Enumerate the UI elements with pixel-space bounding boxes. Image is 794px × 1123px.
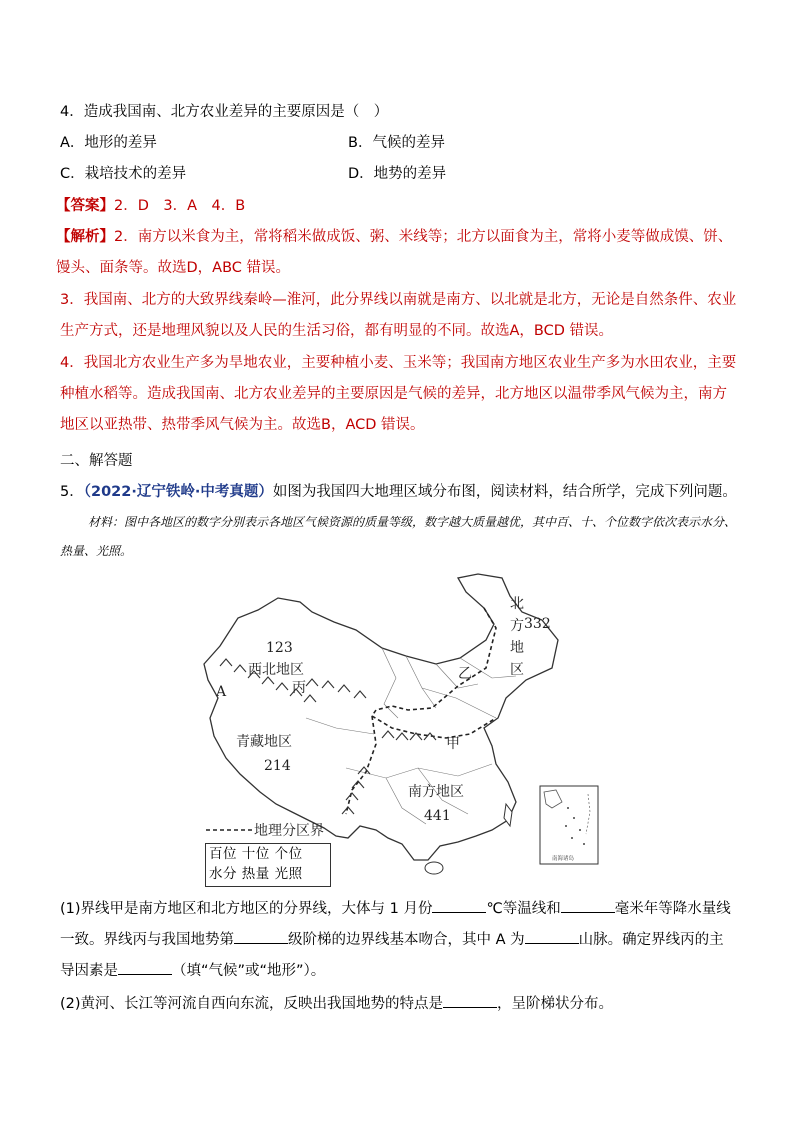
legend-row-2: 水分 热量 光照 <box>209 866 303 882</box>
analysis-tag: 【解析】 <box>56 229 114 245</box>
analysis-p3: 3．我国南、北方的大致界线秦岭—淮河，此分界线以南就是南方、以北就是北方，无论是自然条件、农业生产方式，还是地理风貌以及人民的生活习俗，都有明显的不同。故选A，BCD 错误。 <box>60 292 737 339</box>
label-yi: 乙 <box>458 666 472 682</box>
south-code: 441 <box>424 808 451 824</box>
answer-text: 2．D 3．A 4．B <box>114 198 246 214</box>
china-regions-map <box>196 568 616 878</box>
sub1-text-1: (1)界线甲是南方地区和北方地区的分界线，大体与 1 月份 <box>60 901 433 917</box>
answer-blank-3[interactable] <box>234 929 288 944</box>
north-code: 332 <box>524 616 551 632</box>
question-5-number: 5． <box>60 484 84 500</box>
sub1-text-2: ℃等温线和 <box>486 901 561 917</box>
answer-line <box>56 196 245 216</box>
option-c: C．栽培技术的差异 <box>60 166 187 182</box>
analysis-p2 <box>56 222 736 284</box>
answer-blank-1[interactable] <box>432 898 486 913</box>
north-char-1: 北 <box>510 596 524 612</box>
sub2-text-2: ，呈阶梯状分布。 <box>497 996 614 1012</box>
north-char-4: 区 <box>510 662 524 678</box>
sub1-text-7: 导因素是 <box>60 963 118 979</box>
analysis-p4: 4．我国北方农业生产多为旱地农业，主要种植小麦、玉米等；我国南方地区农业生产多为水田农业，主要种植水稻等。造成我国南、北方农业差异的主要原因是气候的差异，北方地区以温带季风气候为主，南方地区以亚热带、热带季风气候为主。故选B，ACD 错误。 <box>60 355 737 433</box>
label-jia: 甲 <box>446 736 460 752</box>
question-4-stem: 4．造成我国南、北方农业差异的主要原因是（ ） <box>60 104 389 120</box>
sub-question-2 <box>60 993 613 1014</box>
option-b: B．气候的差异 <box>348 135 445 151</box>
sub-question-1-line2 <box>60 929 724 950</box>
sub-question-1-line3 <box>60 960 325 981</box>
legend-line-label: 地理分区界 <box>254 823 324 839</box>
answer-blank-4[interactable] <box>525 929 579 944</box>
sub1-text-8: （填“气候”或“地形”）。 <box>172 963 326 979</box>
question-5-text: 如图为我国四大地理区域分布图，阅读材料，结合所学，完成下列问题。 <box>272 484 737 500</box>
label-bing: 丙 <box>292 680 306 696</box>
answer-blank-5[interactable] <box>118 960 172 975</box>
northwest-code: 123 <box>266 640 293 656</box>
qingzang-code: 214 <box>264 758 291 774</box>
sub1-text-3: 毫米年等降水量线 <box>614 901 731 917</box>
question-5-source: （2022·辽宁铁岭·中考真题） <box>83 484 273 500</box>
sub1-text-5: 级阶梯的边界线基本吻合，其中 A 为 <box>288 932 525 948</box>
label-a: A <box>216 684 227 700</box>
north-char-3: 地 <box>510 640 524 656</box>
material-text: 材料：图中各地区的数字分别表示各地区气候资源的质量等级，数字越大质量越优，其中百、十、个位数字依次表示水分、热量、光照。 <box>60 515 737 558</box>
sub2-text-1: (2)黄河、长江等河流自西向东流，反映出我国地势的特点是 <box>60 996 444 1012</box>
answer-blank-2[interactable] <box>561 898 615 913</box>
sub-question-1-line1 <box>60 898 731 919</box>
hainan-island <box>425 862 443 874</box>
analysis-p2-text: 2．南方以米食为主，常将稻米做成饭、粥、米线等；北方以面食为主，常将小麦等做成馍、饼、馒头、面条等。故选D，ABC 错误。 <box>56 229 733 276</box>
inset-caption: 南海诸岛 <box>552 856 575 862</box>
legend-row-1: 百位 十位 个位 <box>209 846 303 862</box>
sub1-text-6: 山脉。确定界线丙的主 <box>578 932 724 948</box>
legend-box <box>205 843 331 887</box>
sub1-text-4: 一致。界线丙与我国地势第 <box>60 932 234 948</box>
south-name: 南方地区 <box>408 784 464 800</box>
option-a: A．地形的差异 <box>60 135 157 151</box>
answer-blank-6[interactable] <box>443 993 497 1008</box>
northwest-name: 西北地区 <box>248 662 304 678</box>
north-char-2: 方 <box>510 618 524 634</box>
answer-tag: 【答案】 <box>56 198 114 214</box>
qingzang-name: 青藏地区 <box>236 734 292 750</box>
option-d: D．地势的差异 <box>348 166 447 182</box>
section-heading: 二、解答题 <box>60 453 133 469</box>
question-5-stem <box>60 482 737 502</box>
